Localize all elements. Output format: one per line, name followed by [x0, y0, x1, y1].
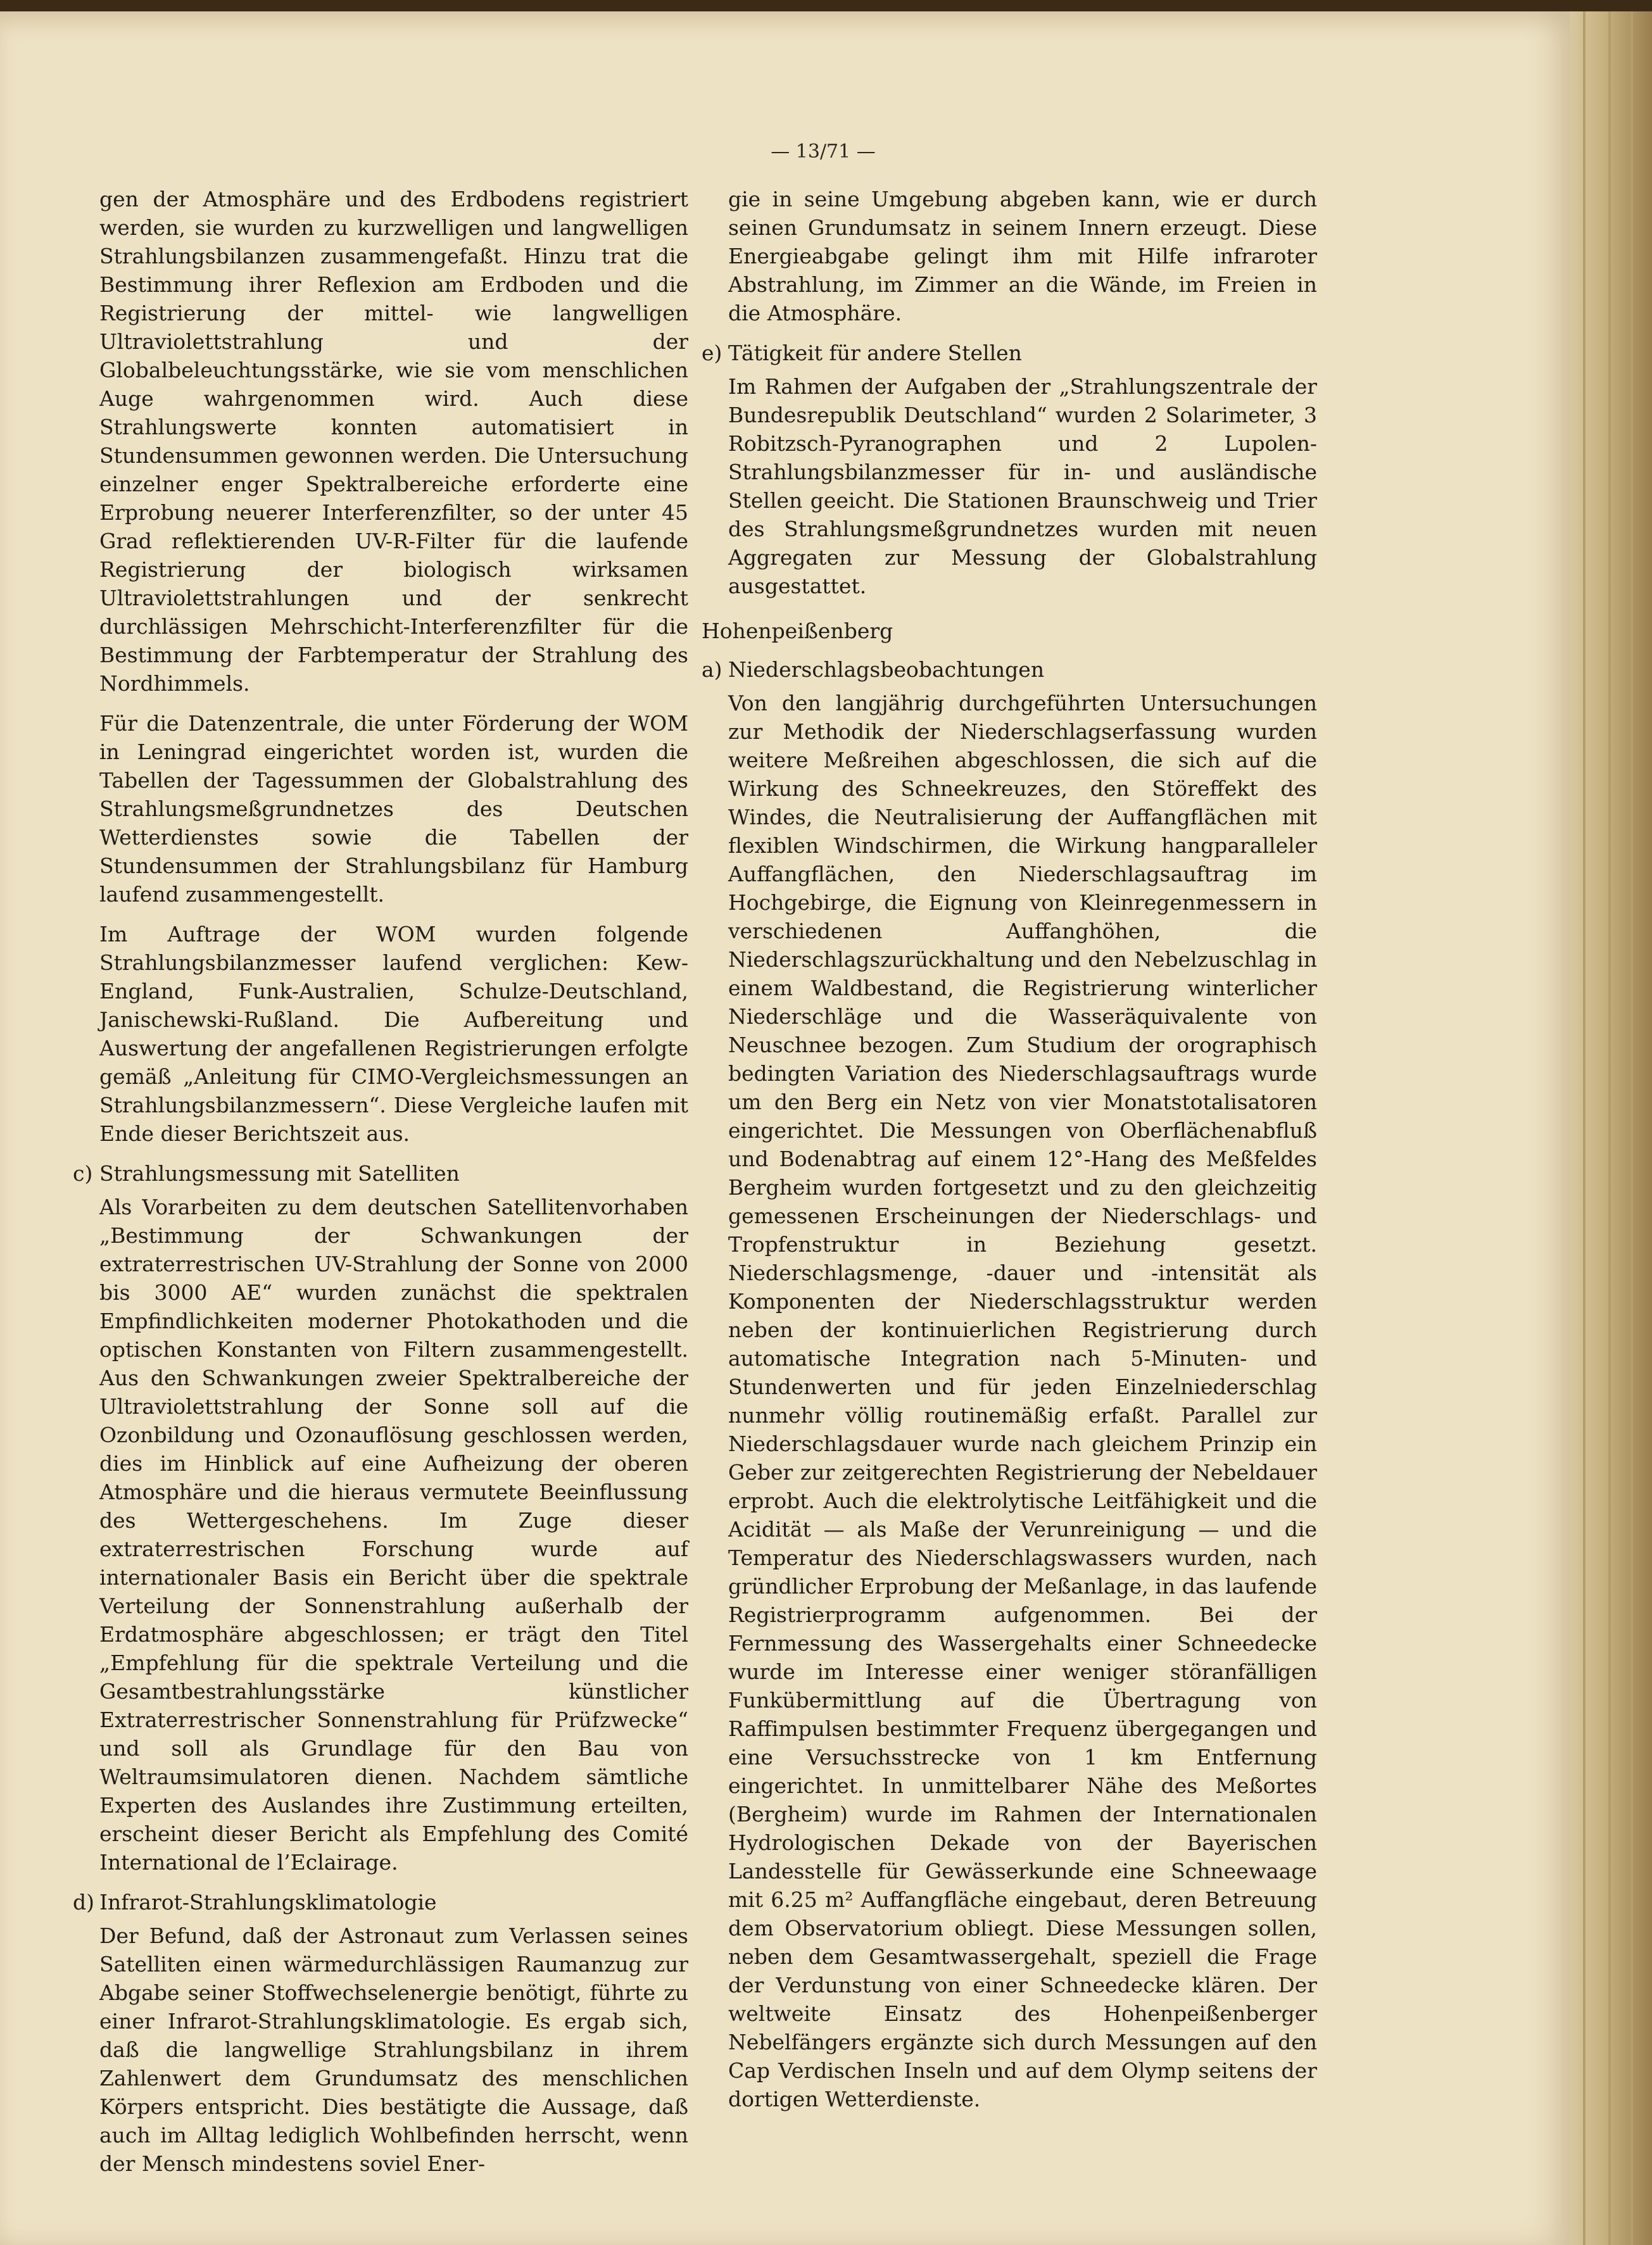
paragraph: Der Befund, daß der Astronaut zum Verlassen seines Satelliten einen wärmedurchlässigen Raumanzug zur Abgabe seiner Stoffwechselenergie benötigt, führte zu einer Infrarot-Strahlungsklimatologie. Es ergab sich, daß die langwellige Strahlungsbilanz in ihrem Zahlenwert dem Grundumsatz des menschlichen Körpers entspricht. Dies bestätigte die Aussage, daß auch im Alltag lediglich Wohlbefinden herrscht, wenn der Mensch mindestens soviel Ener- [99, 1923, 688, 2176]
paragraph: Im Rahmen der Aufgaben der „Strahlungszentrale der Bundesrepublik Deutschland“ wurden 2 Solarimeter, 3 Robitzsch-Pyranographen und 2 Lupolen-Strahlungsbilanzmesser für in- und ausländische Stellen geeicht. Die Stationen Braunschweig und Trier des Strahlungsmeßgrundnetzes wurden mit neuen Aggregaten zur Messung der Globalstrahlung ausgestattet. [728, 374, 1317, 598]
subsection-heading [73, 1159, 688, 1188]
right-column [702, 185, 1317, 2113]
subsection-title: Niederschlagsbeobachtungen [728, 657, 1045, 682]
paragraph: Von den langjährig durchgeführten Untersuchungen zur Methodik der Niederschlagserfassung wurden weitere Meßreihen abgeschlossen, die sich auf die Wirkung des Schneekreuzes, den Störeffekt des Windes, die Neutralisierung der Auffangflächen mit flexiblen Windschirmen, die Wirkung hangparalleler Auffangflächen, den Niederschlagsauftrag im Hochgebirge, die Eignung von Kleinregenmessern in verschiedenen Auffanghöhen, die Niederschlagszurückhaltung und den Nebelzuschlag in einem Waldbestand, die Registrierung winterlicher Niederschläge und die Wasseräquivalente von Neuschnee bezogen. Zum Studium der orographisch bedingten Variation des Niederschlagsauftrags wurde um den Berg ein Netz von vier Monatstotalisatoren eingerichtet. Die Messungen von Oberflächenabfluß und Bodenabtrag auf einem 12°-Hang des Meßfeldes Bergheim wurden fortgesetzt und zu den gleichzeitig gemessenen Erscheinungen der Niederschlags- und Tropfenstruktur in Beziehung gesetzt. Niederschlagsmenge, -dauer und -intensität als Komponenten der Niederschlagsstruktur werden neben der kontinuierlichen Registrierung durch automatische Integration nach 5-Minuten- und Stundenwerten und für jeden Einzelniederschlag nunmehr völlig routinemäßig erfaßt. Parallel zur Niederschlagsdauer wurde nach gleichem Prinzip ein Geber zur zeitgerechten Registrierung der Nebeldauer erprobt. Auch die elektrolytische Leitfähigkeit und die Acidität — als Maße der Verunreinigung — und die Temperatur des Niederschlagswassers wurden, nach gründlicher Erprobung der Meßanlage, in das laufende Registrierprogramm aufgenommen. Bei der Fernmessung des Wassergehalts einer Schneedecke wurde im Interesse einer weniger störanfälligen Funkübermittlung auf die Übertragung von Raffimpulsen bestimmter Frequenz übergegangen und eine Versuchsstrecke von 1 km Entfernung eingerichtet. In unmittelbarer Nähe des Meßortes (Bergheim) wurde im Rahmen der Internationalen Hydrologischen Dekade von der Bayerischen Landesstelle für Gewässerkunde eine Schneewaage mit 6.25 m² Auffangfläche eingebaut, deren Betreuung dem Observatorium obliegt. Diese Messungen sollen, neben dem Gesamtwassergehalt, speziell die Frage der Verdunstung von einer Schneedecke klären. Der weltweite Einsatz des Hohenpeißenberger Nebelfängers ergänzte sich durch Messungen auf den Cap Verdischen Inseln und auf dem Olymp seitens der dortigen Wetterdienste. [728, 691, 1317, 2111]
subsection-heading [702, 655, 1317, 684]
paragraph: Für die Datenzentrale, die unter Förderung der WOM in Leningrad eingerichtet worden ist, wurden die Tabellen der Tagessummen der Globalstrahlung des Strahlungsmeßgrundnetzes des Deutschen Wetterdienstes sowie die Tabellen der Stundensummen der Strahlungsbilanz für Hamburg laufend zusammengestellt. [99, 711, 688, 907]
subsection-title: Tätigkeit für andere Stellen [728, 341, 1022, 365]
page-edge-line [1630, 11, 1633, 2245]
subsection-label: d) [73, 1890, 94, 1915]
subsection-title: Strahlungsmessung mit Satelliten [99, 1161, 460, 1186]
page-edge-line [1583, 11, 1586, 2245]
subsection-heading [702, 339, 1317, 367]
page-edge-line [1608, 11, 1611, 2245]
subsection-title: Infrarot-Strahlungsklimatologie [99, 1890, 437, 1915]
section-heading: Hohenpeißenberg [702, 619, 893, 643]
subsection-heading [73, 1888, 688, 1916]
subsection-label: a) [702, 657, 722, 682]
paragraph: Im Auftrage der WOM wurden folgende Strahlungsbilanzmesser laufend verglichen: Kew-England, Funk-Australien, Schulze-Deutschland, Janischewski-Rußland. Die Aufbereitung und Auswertung der angefallenen Registrierungen erfolgte gemäß „Anleitung für CIMO-Vergleichsmessungen an Strahlungsbilanzmessern“. Diese Vergleiche laufen mit Ende dieser Berichtszeit aus. [99, 922, 688, 1146]
page-number: — 13/71 — [771, 141, 876, 163]
paragraph: gie in seine Umgebung abgeben kann, wie er durch seinen Grundumsatz in seinem Innern erzeugt. Diese Energieabgabe gelingt ihm mit Hilfe infraroter Abstrahlung, im Zimmer an die Wände, im Freien in die Atmosphäre. [728, 187, 1317, 325]
left-column [73, 185, 688, 2178]
subsection-label: c) [73, 1161, 93, 1186]
subsection-label: e) [702, 341, 722, 365]
paragraph: Als Vorarbeiten zu dem deutschen Satellitenvorhaben „Bestimmung der Schwankungen der extraterrestrischen UV-Strahlung der Sonne von 2000 bis 3000 AE“ wurden zunächst die spektralen Empfindlichkeiten moderner Photokathoden und die optischen Konstanten von Filtern zusammengestellt. Aus den Schwankungen zweier Spektralbereiche der Ultraviolettstrahlung der Sonne soll auf die Ozonbildung und Ozonauflösung geschlossen werden, dies im Hinblick auf eine Aufheizung der oberen Atmosphäre und die hieraus vermutete Beeinflussung des Wettergeschehens. Im Zuge dieser extraterrestrischen Forschung wurde auf internationaler Basis ein Bericht über die spektrale Verteilung der Sonnenstrahlung außerhalb der Erdatmosphäre abgeschlossen; er trägt den Titel „Empfehlung für die spektrale Verteilung und die Gesamtbestrahlungsstärke künstlicher Extraterrestrischer Sonnenstrahlung für Prüfzwecke“ und soll als Grundlage für den Bau von Weltraumsimulatoren dienen. Nachdem sämtliche Experten des Auslandes ihre Zustimmung erteilten, erscheint dieser Bericht als Empfehlung des Comité International de l’Eclairage. [99, 1195, 688, 1875]
paragraph: gen der Atmosphäre und des Erdbodens registriert werden, sie wurden zu kurzwelligen und langwelligen Strahlungsbilanzen zusammengefaßt. Hinzu trat die Bestimmung ihrer Reflexion am Erdboden und die Registrierung der mittel- wie langwelligen Ultraviolettstrahlung und der Globalbeleuchtungsstärke, wie sie vom menschlichen Auge wahrgenommen wird. Auch diese Strahlungswerte konnten automatisiert in Stundensummen gewonnen werden. Die Untersuchung einzelner enger Spektralbereiche erforderte eine Erprobung neuerer Interferenzfilter, so der unter 45 Grad reflektierenden UV-R-Filter für die laufende Registrierung der biologisch wirksamen Ultraviolettstrahlungen und der senkrecht durchlässigen Mehrschicht-Interferenzfilter für die Bestimmung der Farbtemperatur der Strahlung des Nordhimmels. [99, 187, 688, 696]
